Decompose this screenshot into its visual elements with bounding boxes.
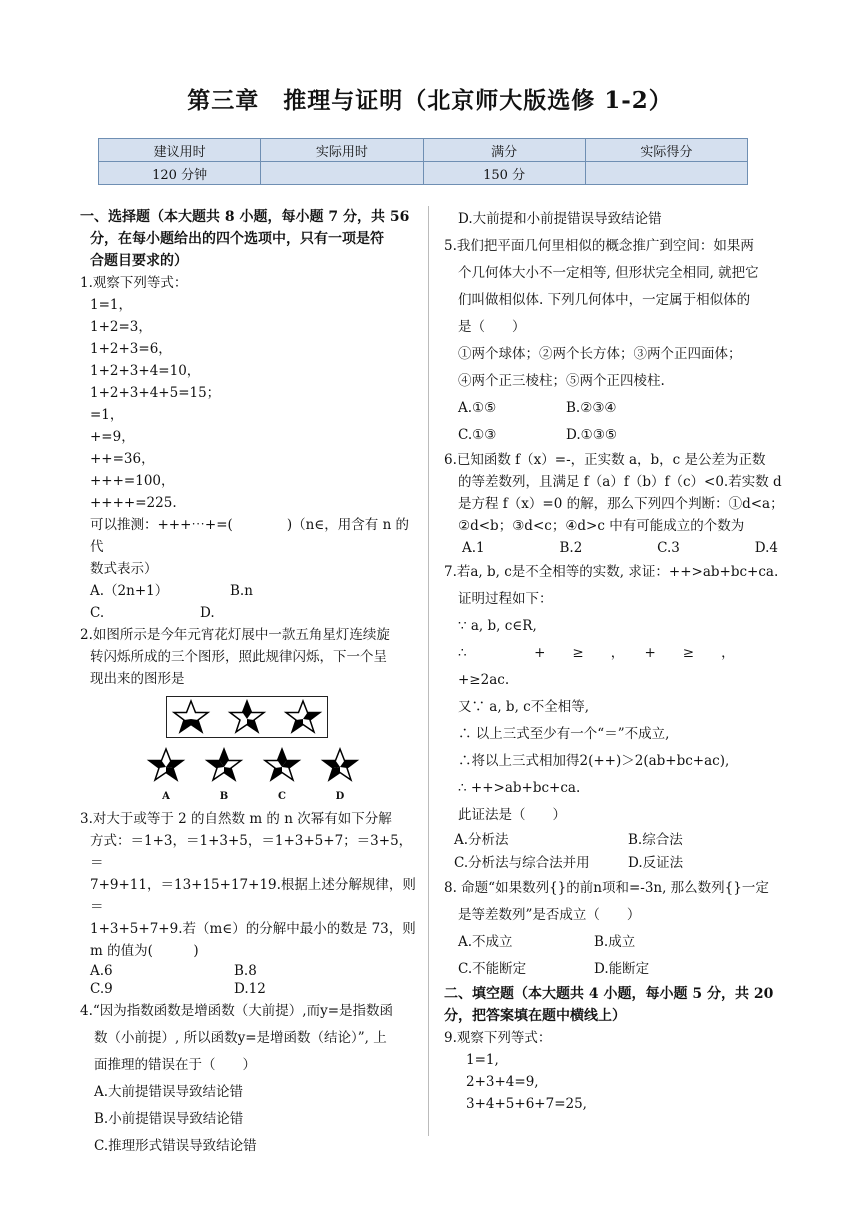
- q5-option-d[interactable]: D.①③⑤: [566, 427, 617, 443]
- left-column: [80, 206, 420, 1160]
- q7-proof-line: ∴ ++>ab+bc+ca.: [458, 780, 581, 796]
- q8-stem: 是等差数列”是否成立（ ）: [458, 907, 641, 923]
- q2-option-d[interactable]: [320, 746, 360, 803]
- header-suggested-time: 建议用时: [99, 139, 261, 162]
- q8-option-b[interactable]: B.成立: [594, 934, 636, 950]
- q5-option-c[interactable]: C.①③: [458, 427, 497, 443]
- q6-stem: 的等差数列，且满足 f（a）f（b）f（c）<0.若实数 d: [458, 474, 782, 490]
- q6-stem: 是方程 f（x）=0 的解，那么下列四个判断：①d<a；: [458, 496, 784, 512]
- q3-option-d[interactable]: D.12: [234, 981, 266, 997]
- right-column: [444, 206, 784, 1115]
- q8-option-a[interactable]: A.不成立: [458, 934, 513, 950]
- q1-option-c[interactable]: C.: [90, 605, 105, 621]
- star-option-d-icon: [320, 746, 360, 784]
- q7-stem: 7.若a, b, c是不全相等的实数, 求证：++>ab+bc+ca.: [444, 564, 779, 580]
- question-2: [80, 624, 420, 808]
- value-actual-score[interactable]: [585, 162, 747, 185]
- section-1-line: 合题目要求的）: [90, 253, 188, 269]
- q6-stem: ②d<b；③d<c；④d>c 中有可能成立的个数为: [458, 518, 745, 534]
- q6-option-c[interactable]: C.3: [657, 540, 680, 556]
- q2-options: [80, 746, 420, 808]
- q6-stem: 6.已知函数 f（x）=-，正实数 a，b，c 是公差为正数: [444, 452, 766, 468]
- section-1-line: 一、选择题（本大题共 8 小题，每小题 7 分，共 56: [80, 209, 410, 225]
- section-2-line: 二、填空题（本大题共 4 小题，每小题 5 分，共 20: [444, 986, 774, 1002]
- section-1-heading: [80, 206, 420, 272]
- score-table-header-row: [99, 139, 748, 162]
- question-4: [80, 998, 420, 1160]
- column-divider: [428, 206, 429, 1136]
- q7-proof-line: ∴将以上三式相加得2(++)＞2(ab+bc+ac),: [458, 753, 730, 769]
- q2-stem: 现出来的图形是: [90, 671, 185, 687]
- star-option-b-icon: [204, 746, 244, 784]
- q7-proof-line: ∴ 以上三式至少有一个“＝”不成立,: [458, 726, 670, 742]
- q7-option-d[interactable]: D.反证法: [628, 855, 684, 871]
- q5-stem: 5.我们把平面几何里相似的概念推广到空间：如果两: [444, 238, 754, 254]
- q3-stem: m 的值为( ): [90, 943, 199, 959]
- q3-stem: 7+9+11，＝13+15+17+19.根据上述分解规律，则＝: [90, 877, 416, 915]
- q2-stem: 2.如图所示是今年元宵花灯展中一款五角星灯连续旋: [80, 627, 390, 643]
- q7-option-b[interactable]: B.综合法: [628, 832, 683, 848]
- q7-proof-line: 又∵ a, b, c不全相等,: [458, 699, 589, 715]
- value-suggested-time: 120 分钟: [99, 162, 261, 185]
- q9-line: 2+3+4=9,: [466, 1074, 539, 1090]
- q3-option-c[interactable]: C.9: [90, 981, 113, 997]
- star-option-c-icon: [262, 746, 302, 784]
- q6-option-b[interactable]: B.2: [559, 540, 583, 556]
- q5-option-b[interactable]: B.②③④: [566, 400, 617, 416]
- q9-line: 1=1,: [466, 1052, 499, 1068]
- value-full-score: 150 分: [423, 162, 585, 185]
- q5-stem: ①两个球体；②两个长方体；③两个正四面体；: [458, 346, 742, 362]
- q1-line: =1，: [90, 407, 124, 423]
- q3-stem: 1+3+5+7+9.若（m∈）的分解中最小的数是 73，则: [90, 921, 416, 937]
- q2-option-c-label: C: [278, 791, 286, 802]
- q3-option-a[interactable]: A.6: [90, 963, 113, 979]
- section-1-line: 分，在每小题给出的四个选项中，只有一项是符: [90, 231, 384, 247]
- q1-line: 1+2+3=6，: [90, 341, 172, 357]
- q2-option-a[interactable]: [146, 746, 186, 803]
- value-actual-time[interactable]: [261, 162, 423, 185]
- score-table-value-row: [99, 162, 748, 185]
- q6-option-d[interactable]: D.4: [754, 540, 778, 556]
- q3-stem: 3.对大于或等于 2 的自然数 m 的 n 次幂有如下分解: [80, 811, 392, 827]
- q9-stem: 9.观察下列等式：: [444, 1030, 552, 1046]
- q1-line: ++++=225.: [90, 495, 177, 511]
- star-option-a-icon: [146, 746, 186, 784]
- q5-stem: ④两个正三棱柱；⑤两个正四棱柱.: [458, 373, 665, 389]
- q2-stem: 转闪烁所成的三个图形，照此规律闪烁，下一个呈: [90, 649, 387, 665]
- q1-line: ++=36，: [90, 451, 155, 467]
- question-9: [444, 1027, 784, 1115]
- q1-line: 1+2+3+4+5=15；: [90, 385, 221, 401]
- section-2-heading: [444, 983, 784, 1027]
- q1-option-d[interactable]: D.: [200, 605, 215, 621]
- star-figure-1: [171, 699, 211, 735]
- q2-option-b[interactable]: [204, 746, 244, 803]
- q5-stem: 是（ ）: [458, 319, 526, 335]
- q7-option-c[interactable]: C.分析法与综合法并用: [454, 855, 590, 871]
- question-1: [80, 272, 420, 624]
- q7-proof-line: 证明过程如下：: [458, 591, 553, 607]
- q7-proof-line: ∴ + ≥ ， + ≥ ，: [458, 645, 735, 661]
- q1-option-a[interactable]: A.（2n+1）: [90, 583, 169, 599]
- q1-line: 1=1，: [90, 297, 132, 313]
- q5-stem: 个几何体大小不一定相等, 但形状完全相同, 就把它: [458, 265, 759, 281]
- q4-option-d[interactable]: D.大前提和小前提错误导致结论错: [458, 211, 662, 227]
- q5-stem: 们叫做相似体. 下列几何体中，一定属于相似体的: [458, 292, 751, 308]
- star-sequence-figure: [166, 696, 328, 738]
- q2-option-a-label: A: [162, 791, 170, 802]
- section-2-line: 分，把答案填在题中横线上）: [444, 1008, 626, 1024]
- question-6: [444, 449, 784, 559]
- q8-option-d[interactable]: D.能断定: [594, 961, 650, 977]
- star-figure-3: [283, 699, 323, 735]
- q1-guess: 可以推测：+++⋯+=( )（n∈，用含有 n 的代: [90, 517, 410, 555]
- q1-line: +++=100，: [90, 473, 175, 489]
- q4-option-a[interactable]: A.大前提错误导致结论错: [94, 1084, 244, 1100]
- question-3: [80, 808, 420, 998]
- q3-stem: 方式：＝1+3，＝1+3+5，＝1+3+5+7；＝3+5，＝: [90, 833, 413, 871]
- header-actual-score: 实际得分: [585, 139, 747, 162]
- question-8: [444, 875, 784, 983]
- q9-line: 3+4+5+6+7=25,: [466, 1096, 587, 1112]
- header-actual-time: 实际用时: [261, 139, 423, 162]
- q2-option-c[interactable]: [262, 746, 302, 803]
- q8-option-c[interactable]: C.不能断定: [458, 961, 527, 977]
- page-title: 第三章 推理与证明（北京师大版选修 1-2）: [187, 87, 673, 114]
- star-figure-2: [227, 699, 267, 735]
- score-table: [98, 138, 748, 185]
- question-7: [444, 559, 784, 875]
- q7-proof-line: ∵ a, b, c∈R,: [458, 618, 537, 634]
- q7-proof-line: +≥2ac.: [458, 672, 510, 688]
- q8-stem: 8. 命题“如果数列{}的前n项和=-3n, 那么数列{}一定: [444, 880, 769, 896]
- q1-line: 1+2=3，: [90, 319, 152, 335]
- q4-option-c[interactable]: C.推理形式错误导致结论错: [94, 1138, 257, 1154]
- q1-guess: 数式表示）: [90, 561, 158, 577]
- q5-option-a[interactable]: A.①⑤: [458, 400, 497, 416]
- q2-option-b-label: B: [219, 791, 229, 802]
- header-full-score: 满分: [423, 139, 585, 162]
- q3-option-b[interactable]: B.8: [234, 963, 257, 979]
- q2-option-d-label: D: [335, 791, 345, 802]
- q7-proof-line: 此证法是（ ）: [458, 807, 566, 823]
- q1-line: 1+2+3+4=10，: [90, 363, 201, 379]
- q4-stem: 4.“因为指数函数是增函数（大前提）,而y=是指数函: [80, 1003, 394, 1019]
- q4-stem: 数（小前提）, 所以函数y=是增函数（结论）”, 上: [94, 1030, 387, 1046]
- q4-option-b[interactable]: B.小前提错误导致结论错: [94, 1111, 244, 1127]
- q1-line: +=9，: [90, 429, 135, 445]
- question-5: [444, 233, 784, 449]
- q4-stem: 面推理的错误在于（ ）: [94, 1057, 256, 1073]
- q1-stem: 1.观察下列等式：: [80, 275, 188, 291]
- q7-option-a[interactable]: A.分析法: [454, 832, 509, 848]
- q6-option-a[interactable]: A.1: [462, 540, 485, 556]
- q1-option-b[interactable]: B.n: [230, 583, 253, 599]
